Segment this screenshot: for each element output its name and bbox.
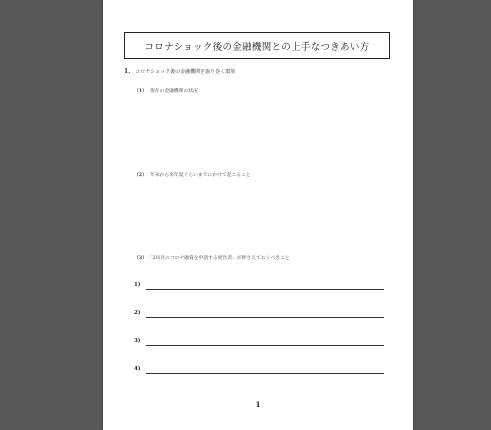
subsection-marker: （2） [134,172,147,178]
answer-rule [146,289,384,290]
answer-rule [146,317,384,318]
subsection-1 [134,87,198,94]
subsection-3 [134,254,290,261]
answer-rule [146,345,384,346]
document-title-text: コロナショック後の金融機関との上手なつきあい方 [144,41,370,53]
subsection-marker: （1） [134,88,147,94]
answer-rule [146,373,384,374]
subsection-text: 年末から来年夏ぐらいまでにかけて起こること [149,173,251,178]
answer-line-2 [134,310,384,318]
subsection-text: 「2回目のコロナ融資を申請する経営者」が押さえておくべきこと [149,256,290,261]
document-page [103,0,413,430]
answer-label: 3) [134,338,141,344]
subsection-2 [134,171,251,178]
answer-line-1 [134,282,384,290]
subsection-marker: （3） [134,255,147,261]
section-heading-text: コロナショック後の金融機関を取り巻く環境 [135,69,236,75]
answer-line-4 [134,366,384,374]
answer-label: 4) [134,366,141,372]
subsection-text: 現在の金融機関の状況 [149,89,198,94]
document-title [124,32,390,59]
answer-line-3 [134,338,384,346]
section-number: 1. [124,68,131,75]
answer-label: 1) [134,282,141,288]
answer-label: 2) [134,310,141,316]
section-heading [124,68,235,75]
page-number: 1 [255,400,261,409]
